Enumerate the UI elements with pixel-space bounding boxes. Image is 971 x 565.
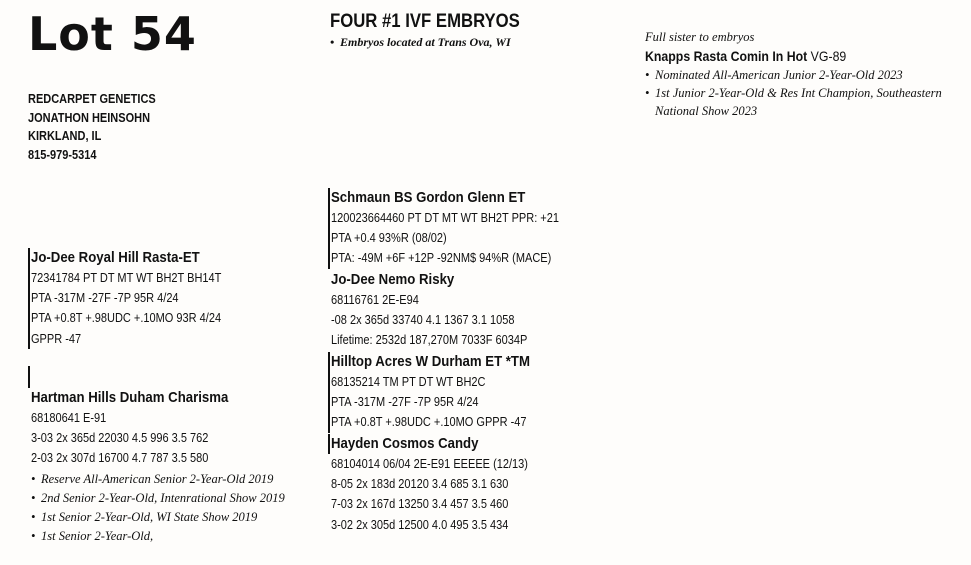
sire-dam-line: -08 2x 365d 33740 4.1 1367 3.1 1058 [331, 313, 515, 328]
dam-notes [28, 470, 331, 546]
sire-line: PTA -317M -27F -7P 95R 4/24 [31, 291, 179, 306]
dam-dam-line: 3-02 2x 305d 12500 4.0 495 3.5 434 [331, 517, 509, 532]
full-sister-name-text: Knapps Rasta Comin In Hot [645, 48, 808, 64]
dam-line: 68180641 E-91 [31, 411, 107, 425]
contact-name: JONATHON HEINSOHN [28, 110, 151, 125]
sire-line: PTA +0.8T +.98UDC +.10MO 93R 4/24 [31, 311, 222, 326]
full-sister-classification: VG-89 [810, 48, 847, 64]
sire-sire-name: Schmaun BS Gordon Glenn ET [331, 189, 526, 206]
lot-number: Lot 54 [28, 7, 197, 61]
sire-dam-line: Lifetime: 2532d 187,270M 7033F 6034P [331, 333, 528, 348]
sire-sire-line: PTA +0.4 93%R (08/02) [331, 231, 447, 246]
dam-note: • 1st Senior 2-Year-Old, WI State Show 2019 [31, 508, 331, 527]
headline-note: • Embryos located at Trans Ova, WI [330, 34, 546, 50]
sire-name: Jo-Dee Royal Hill Rasta-ET [31, 249, 200, 266]
headline-title: FOUR #1 IVF EMBRYOS [330, 11, 520, 32]
dam-bracket [28, 366, 330, 388]
dam-note: • Reserve All-American Senior 2-Year-Old 2019 [31, 470, 331, 489]
sire-line: 72341784 PT DT MT WT BH2T BH14T [31, 271, 222, 285]
full-sister-name [645, 46, 927, 66]
contact-company: REDCARPET GENETICS [28, 92, 156, 106]
sire-line: GPPR -47 [31, 331, 82, 346]
dam-name: Hartman Hills Duham Charisma [31, 389, 229, 406]
full-sister-note: • Nominated All-American Junior 2-Year-Old 2023 [645, 66, 965, 84]
dam-sire-line: 68135214 TM PT DT WT BH2C [331, 375, 486, 389]
consignor-contact [28, 90, 173, 164]
sire-dam-block [328, 270, 651, 351]
sire-dam-line: 68116761 2E-E94 [331, 293, 419, 307]
dam-note: • 1st Senior 2-Year-Old, [31, 527, 331, 546]
dam-dam-line: 8-05 2x 183d 20120 3.4 685 3.1 630 [331, 477, 509, 492]
dam-line: 2-03 2x 307d 16700 4.7 787 3.5 580 [31, 451, 209, 466]
contact-location: KIRKLAND, IL [28, 129, 102, 143]
lot-headline [330, 10, 546, 50]
dam-dam-block [328, 434, 651, 535]
dam-line: 3-03 2x 365d 22030 4.5 996 3.5 762 [31, 431, 209, 446]
sire-dam-name: Jo-Dee Nemo Risky [331, 271, 455, 288]
dam-sire-name: Hilltop Acres W Durham ET *TM [331, 353, 531, 370]
dam-note: • 2nd Senior 2-Year-Old, Intenrational Show 2019 [31, 489, 331, 508]
dam-dam-line: 68104014 06/04 2E-E91 EEEEE (12/13) [331, 457, 528, 471]
dam-sire-block [328, 352, 651, 433]
dam-dam-name: Hayden Cosmos Candy [331, 435, 479, 452]
dam-sire-line: PTA -317M -27F -7P 95R 4/24 [331, 395, 479, 410]
sire-sire-block [328, 188, 651, 269]
dam-dam-line: 7-03 2x 167d 13250 3.4 457 3.5 460 [331, 497, 509, 512]
dam-block [28, 388, 331, 469]
contact-phone: 815-979-5314 [28, 147, 97, 162]
full-sister-note: • 1st Junior 2-Year-Old & Res Int Champion, Southeastern National Show 2023 [645, 84, 965, 120]
sire-sire-line: 120023664460 PT DT MT WT BH2T PPR: +21 [331, 211, 559, 225]
dam-sire-line: PTA +0.8T +.98UDC +.10MO GPPR -47 [331, 415, 527, 430]
full-sister-label: Full sister to embryos [645, 30, 755, 44]
sire-block [28, 248, 331, 349]
full-sister-block [645, 28, 965, 120]
sire-sire-line: PTA: -49M +6F +12P -92NM$ 94%R (MACE) [331, 251, 552, 266]
